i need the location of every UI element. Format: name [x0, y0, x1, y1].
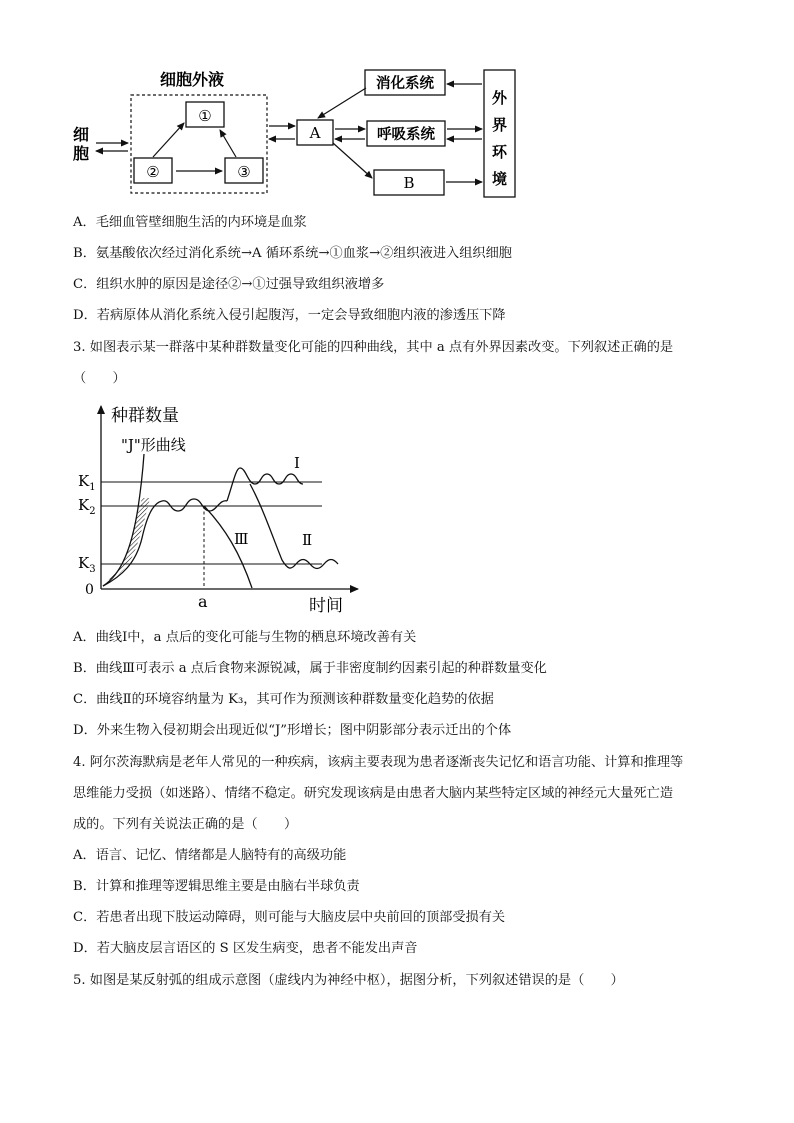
s-curve	[103, 499, 227, 586]
q3-stem-line2: （ ）	[73, 371, 126, 386]
k1-label: $K_1$	[78, 472, 96, 493]
node-plasma-label: ①	[198, 107, 212, 125]
q2-option-a: A．毛细血管壁细胞生活的内环境是血浆	[73, 215, 307, 230]
x-axis-label: 时间	[309, 596, 343, 616]
q4-stem-line1: 4. 阿尔茨海默病是老年人常见的一种疾病，该病主要表现为患者逐渐丧失记忆和语言功能、计算和推理等	[73, 755, 684, 770]
q4-option-c: C．若患者出现下肢运动障碍，则可能与大脑皮层中央前回的顶部受损有关	[73, 910, 506, 925]
y-axis-label: 种群数量	[111, 406, 179, 426]
origin-label: 0	[85, 582, 94, 598]
node-a-label: A	[309, 124, 321, 142]
curve-3-label: Ⅲ	[234, 530, 249, 548]
q5-stem-line1: 5. 如图是某反射弧的组成示意图（虚线内为神经中枢），据图分析，下列叙述错误的是（ ）	[73, 973, 624, 988]
digestive-system-label: 消化系统	[376, 75, 434, 92]
q3-option-c: C．曲线Ⅱ的环境容纳量为 K₃，其可作为预测该种群数量变化趋势的依据	[73, 692, 494, 707]
q4-option-d: D．若大脑皮层言语区的 S 区发生病变，患者不能发出声音	[73, 941, 418, 956]
k2-label: $K_2$	[78, 496, 96, 517]
node-lymph-label: ③	[237, 163, 251, 181]
curve-1	[227, 468, 303, 501]
q2-option-b: B．氨基酸依次经过消化系统→A 循环系统→①血浆→②组织液进入组织细胞	[73, 246, 512, 261]
hatched-area	[108, 498, 150, 580]
cell-label-2: 胞	[73, 144, 90, 163]
q4-stem-line3: 成的。下列有关说法正确的是（ ）	[73, 817, 298, 832]
j-curve-label: "J"形曲线	[121, 436, 186, 454]
cell-label: 细	[73, 125, 90, 144]
external-environment-char-2: 界	[491, 116, 508, 134]
q4-option-a: A．语言、记忆、情绪都是人脑特有的高级功能	[73, 848, 347, 863]
q3-option-b: B．曲线Ⅲ可表示 a 点后食物来源锐减，属于非密度制约因素引起的种群数量变化	[73, 661, 547, 676]
q3-option-d: D．外来生物入侵初期会出现近似“J”形增长；图中阴影部分表示迁出的个体	[73, 723, 512, 738]
q2-option-d: D．若病原体从消化系统入侵引起腹泻，一定会导致细胞内液的渗透压下降	[73, 308, 506, 323]
curve-1-label: Ⅰ	[294, 454, 300, 472]
q3-option-a: A．曲线Ⅰ中，a 点后的变化可能与生物的栖息环境改善有关	[73, 630, 417, 645]
q2-option-c: C．组织水肿的原因是途径②→①过强导致组织液增多	[73, 277, 385, 292]
q4-stem-line2: 思维能力受损（如迷路）、情绪不稳定。研究发现该病是由患者大脑内某些特定区域的神经元大量死亡造	[73, 786, 674, 801]
k3-label: $K_3$	[78, 554, 96, 575]
external-environment-char-1: 外	[491, 89, 508, 107]
external-environment-char-3: 环	[491, 143, 508, 161]
internal-environment-diagram	[60, 60, 540, 205]
node-tissue-fluid-label: ②	[146, 163, 160, 181]
population-curves-chart	[70, 398, 360, 620]
extracellular-fluid-title: 细胞外液	[160, 70, 225, 89]
curve-2	[250, 484, 338, 569]
q4-option-b: B．计算和推理等逻辑思维主要是由脑右半球负责	[73, 879, 360, 894]
a-label: a	[198, 592, 208, 611]
q3-stem-line1: 3. 如图表示某一群落中某种群数量变化可能的四种曲线，其中 a 点有外界因素改变。下列叙述正确的是	[73, 340, 674, 355]
respiratory-system-label: 呼吸系统	[377, 126, 435, 143]
node-b-label: B	[403, 174, 415, 192]
curve-2-label: Ⅱ	[302, 531, 313, 549]
external-environment-char-4: 境	[491, 170, 508, 188]
